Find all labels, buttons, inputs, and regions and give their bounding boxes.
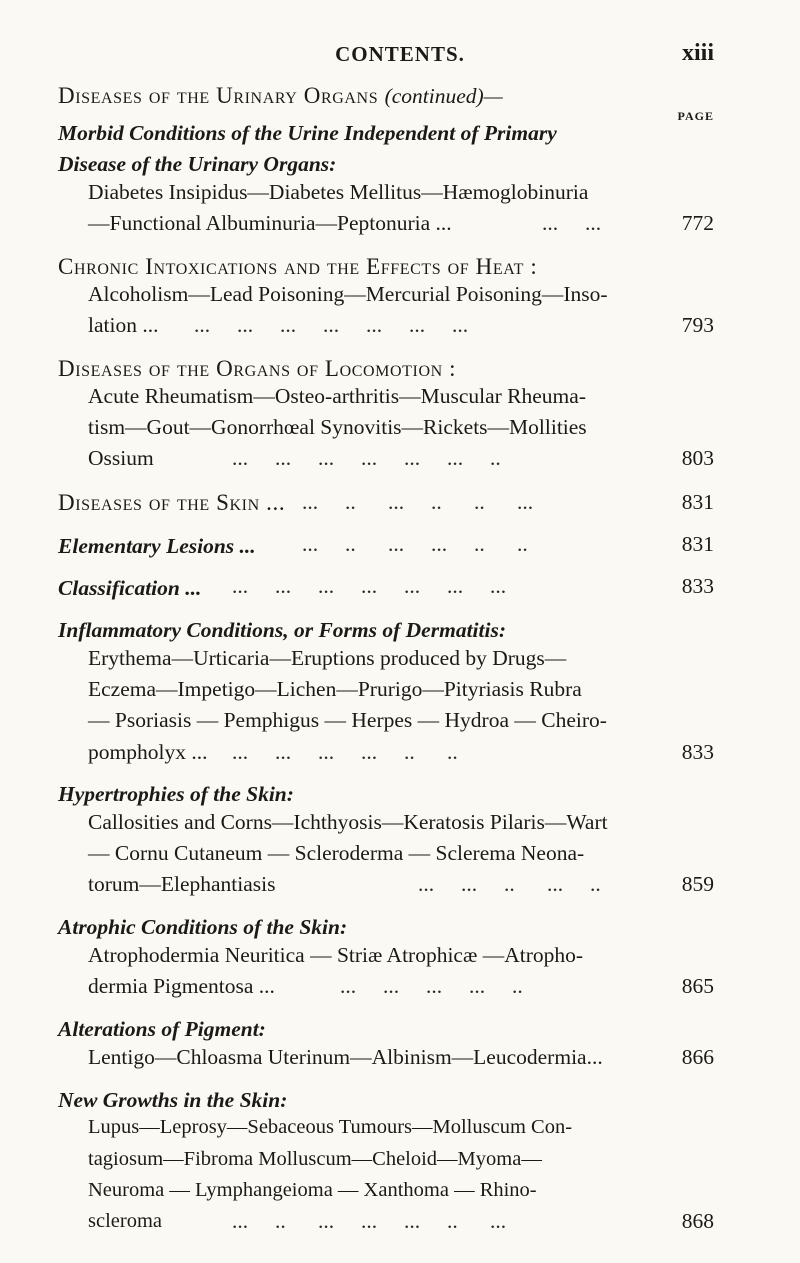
entry-line: pompholyx ... xyxy=(88,739,208,764)
section-heading-skin: Diseases of the Skin ... xyxy=(58,489,286,515)
dot-leaders: ... ... xyxy=(542,211,602,236)
page-title: CONTENTS. xyxy=(335,42,465,66)
dot-leaders: ... .. ... ... .. .. xyxy=(302,532,528,557)
entry-line: — Cornu Cutaneum — Scleroderma — Sclerema Neona- xyxy=(88,841,585,866)
entry-line: Acute Rheumatism—Osteo-arthritis—Muscular Rheuma- xyxy=(88,383,586,408)
dot-leaders: ... ... ... ... .. .. xyxy=(232,739,458,764)
subheading-hypertrophies: Hypertrophies of the Skin: xyxy=(58,782,294,807)
entry-line: Alcoholism—Lead Poisoning—Mercurial Poisoning—Inso- xyxy=(88,281,608,306)
entry-line: tagiosum—Fibroma Molluscum—Cheloid—Myoma— xyxy=(88,1147,542,1170)
dot-leaders: ... .. ... .. .. ... xyxy=(302,490,534,515)
entry-page-number: 868 xyxy=(681,1209,714,1233)
dot-leaders: ... ... ... ... .. xyxy=(340,974,523,999)
dot-leaders: ... ... ... ... ... ... ... xyxy=(232,574,507,599)
entry-page-number: 803 xyxy=(681,446,714,471)
entry-line: tism—Gout—Gonorrhœal Synovitis—Rickets—Mollities xyxy=(88,414,587,439)
entry-line: Diabetes Insipidus—Diabetes Mellitus—Hæmoglobinuria xyxy=(88,180,589,205)
subheading-classification: Classification ... xyxy=(58,575,202,600)
dot-leaders: ... ... ... ... ... ... .. xyxy=(232,446,501,471)
entry-line: Eczema—Impetigo—Lichen—Prurigo—Pityriasis Rubra xyxy=(88,677,582,702)
section-heading-chronic: Chronic Intoxications and the Effects of Heat : xyxy=(58,254,538,280)
subheading-elementary: Elementary Lesions ... xyxy=(58,533,256,558)
subheading-pigment: Alterations of Pigment: xyxy=(58,1016,266,1041)
subheading-growths: New Growths in the Skin: xyxy=(58,1087,288,1112)
page-number: xiii xyxy=(681,40,714,66)
page-column-label: PAGE xyxy=(677,109,714,124)
entry-page-number: 833 xyxy=(681,574,714,599)
entry-page-number: 831 xyxy=(681,532,714,557)
subheading-atrophic: Atrophic Conditions of the Skin: xyxy=(58,915,348,940)
entry-page-number: 866 xyxy=(681,1044,714,1069)
subheading-inflammatory: Inflammatory Conditions, or Forms of Dermatitis: xyxy=(58,618,506,643)
entry-line: scleroma xyxy=(88,1210,162,1232)
entry-line: —Functional Albuminuria—Peptonuria ... xyxy=(88,211,452,236)
entry-line: Atrophodermia Neuritica — Striæ Atrophicæ —Atropho- xyxy=(88,943,584,968)
entry-page-number: 772 xyxy=(681,211,714,236)
subheading-morbid: Morbid Conditions of the Urine Independent of Primary xyxy=(58,121,557,146)
entry-page-number: 833 xyxy=(681,739,714,764)
dot-leaders: ... .. ... ... ... .. ... xyxy=(232,1209,507,1233)
dot-leaders: ... ... ... ... ... ... ... xyxy=(194,313,469,338)
entry-line: Neuroma — Lymphangeioma — Xanthoma — Rhino- xyxy=(88,1178,537,1201)
entry-line: Callosities and Corns—Ichthyosis—Keratosis Pilaris—Wart xyxy=(88,810,608,835)
entry-line: dermia Pigmentosa ... xyxy=(88,974,275,999)
entry-line: Erythema—Urticaria—Eruptions produced by Drugs— xyxy=(88,645,567,670)
dot-leaders: ... ... .. ... .. xyxy=(418,872,601,897)
section-heading-urinary: Diseases of the Urinary Organs (continued)— xyxy=(58,83,503,108)
entry-line: Lentigo—Chloasma Uterinum—Albinism—Leucodermia... xyxy=(88,1044,603,1069)
entry-line: Ossium xyxy=(88,446,154,471)
entry-line: — Psoriasis — Pemphigus — Herpes — Hydroa — Cheiro- xyxy=(88,708,607,733)
entry-page-number: 831 xyxy=(681,490,714,515)
subheading-morbid-cont: Disease of the Urinary Organs: xyxy=(58,152,337,177)
entry-line: torum—Elephantiasis xyxy=(88,872,276,897)
entry-line: Lupus—Leprosy—Sebaceous Tumours—Molluscum Con- xyxy=(88,1116,573,1139)
entry-line: lation ... xyxy=(88,313,159,338)
entry-page-number: 859 xyxy=(681,872,714,897)
section-heading-locomotion: Diseases of the Organs of Locomotion : xyxy=(58,355,457,381)
entry-page-number: 793 xyxy=(681,313,714,338)
entry-page-number: 865 xyxy=(681,974,714,999)
